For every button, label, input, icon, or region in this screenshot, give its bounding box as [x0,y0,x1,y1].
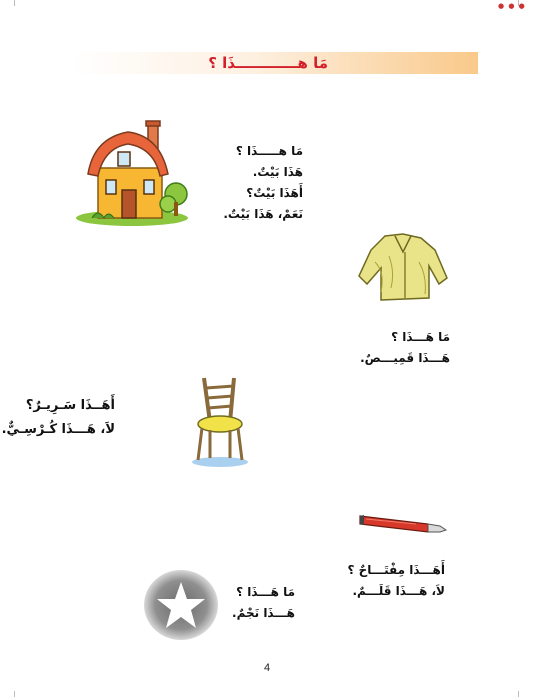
shirt-illustration [355,232,453,304]
star-illustration [142,568,220,642]
text-line: مَا هـــــذَا ؟ [235,144,303,158]
chair-text [2,394,115,442]
house-text [223,141,303,225]
text-line: لاَ، هَـــذَا قَلَـــمٌ. [352,584,445,598]
text-line: هَـــذَا قَمِيـــصٌ. [360,351,450,365]
shirt-text [360,327,450,369]
title-banner [72,52,478,74]
text-line: نَعَمْ، هَذَا بَيْتٌ. [223,207,303,221]
chair-illustration [190,372,250,470]
text-line: مَا هَـــذَا ؟ [391,330,450,344]
pen-text [347,560,445,602]
text-line: لاَ، هَـــذَا كُـرْسِـيٌّ. [1,422,115,437]
pen-illustration [356,510,448,534]
text-line: مَا هَـــذَا ؟ [236,585,295,599]
registration-mark: ● ● ● [498,2,526,10]
page-number: 4 [263,662,271,674]
star-text [232,582,295,624]
house-illustration [72,118,194,230]
text-line: أَهَــذَا سَـرِيـرٌ؟ [25,398,115,413]
text-line: أَهَـــذَا مِفْتَـــاحٌ ؟ [347,563,445,577]
crop-mark [14,0,15,6]
crop-mark [14,691,15,697]
page-title: مَا هــــــــــــذَا ؟ [208,54,328,72]
text-line: هَـــذَا نَجْمٌ. [232,606,295,620]
crop-mark [518,691,519,697]
text-line: هَذَا بَيْتٌ. [252,165,303,179]
text-line: أَهَذَا بَيْتٌ؟ [246,186,303,200]
